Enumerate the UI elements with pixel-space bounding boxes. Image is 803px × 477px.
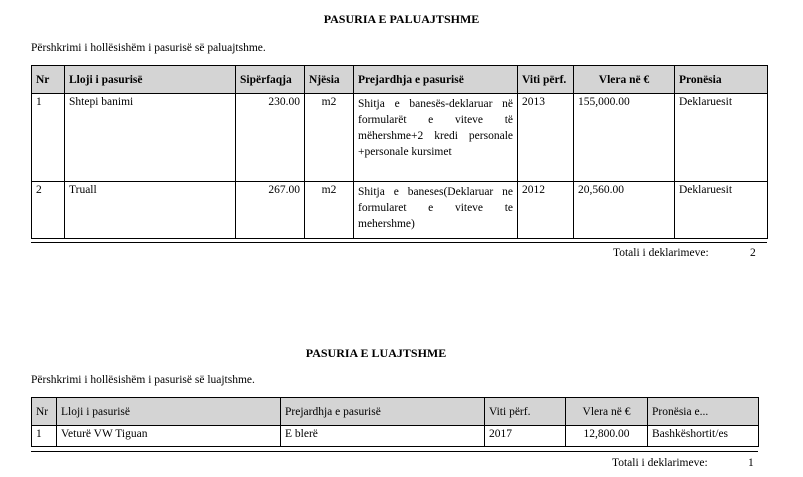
header-unit: Njësia	[305, 66, 354, 94]
header-year: Viti përf.	[485, 398, 566, 426]
cell-year: 2012	[518, 182, 574, 239]
immovable-total-value: 2	[750, 247, 756, 259]
cell-type: Truall	[65, 182, 236, 239]
cell-owner: Bashkëshortit/es	[648, 426, 759, 447]
cell-unit: m2	[305, 94, 354, 182]
cell-origin: Shitja e banesës-deklaruar në formularët e viteve të mëhershme+2 kredi personale +personale kursimet	[354, 94, 518, 182]
immovable-section-title: PASURIA E PALUAJTSHME	[323, 12, 480, 26]
cell-nr: 2	[32, 182, 65, 239]
cell-owner: Deklaruesit	[675, 94, 768, 182]
cell-nr: 1	[32, 94, 65, 182]
immovable-table	[31, 65, 768, 239]
cell-origin: E blerë	[281, 426, 485, 447]
movable-total-value: 1	[748, 457, 754, 469]
movable-bottom-rule	[31, 451, 758, 452]
cell-type: Veturë VW Tiguan	[57, 426, 281, 447]
cell-year: 2013	[518, 94, 574, 182]
cell-year: 2017	[485, 426, 566, 447]
table-row	[32, 182, 768, 239]
movable-caption: Përshkrimi i hollësishëm i pasurisë së luajtshme.	[31, 374, 255, 386]
movable-table	[31, 397, 759, 447]
table-row	[32, 94, 768, 182]
header-nr: Nr	[32, 66, 65, 94]
cell-value: 20,560.00	[574, 182, 675, 239]
header-value: Vlera në €	[566, 398, 648, 426]
cell-value: 12,800.00	[566, 426, 648, 447]
header-area: Sipërfaqja	[236, 66, 305, 94]
cell-origin: Shitja e baneses(Deklaruar ne formularet e viteve te mehershme)	[354, 182, 518, 239]
immovable-header-row	[32, 66, 768, 94]
header-owner: Pronësia e...	[648, 398, 759, 426]
cell-area: 267.00	[236, 182, 305, 239]
header-type: Lloji i pasurisë	[57, 398, 281, 426]
header-year: Viti përf.	[518, 66, 574, 94]
cell-unit: m2	[305, 182, 354, 239]
cell-owner: Deklaruesit	[675, 182, 768, 239]
cell-type: Shtepi banimi	[65, 94, 236, 182]
cell-area: 230.00	[236, 94, 305, 182]
header-value: Vlera në €	[574, 66, 675, 94]
immovable-bottom-rule	[31, 242, 767, 243]
immovable-total-label: Totali i deklarimeve:	[613, 247, 709, 259]
cell-nr: 1	[32, 426, 57, 447]
header-type: Lloji i pasurisë	[65, 66, 236, 94]
movable-section-title: PASURIA E LUAJTSHME	[305, 346, 447, 360]
header-nr: Nr	[32, 398, 57, 426]
header-origin: Prejardhja e pasurisë	[354, 66, 518, 94]
movable-total-label: Totali i deklarimeve:	[612, 457, 708, 469]
movable-header-row	[32, 398, 759, 426]
immovable-caption: Përshkrimi i hollësishëm i pasurisë së paluajtshme.	[31, 42, 266, 54]
cell-value: 155,000.00	[574, 94, 675, 182]
table-row	[32, 426, 759, 447]
header-owner: Pronësia	[675, 66, 768, 94]
header-origin: Prejardhja e pasurisë	[281, 398, 485, 426]
